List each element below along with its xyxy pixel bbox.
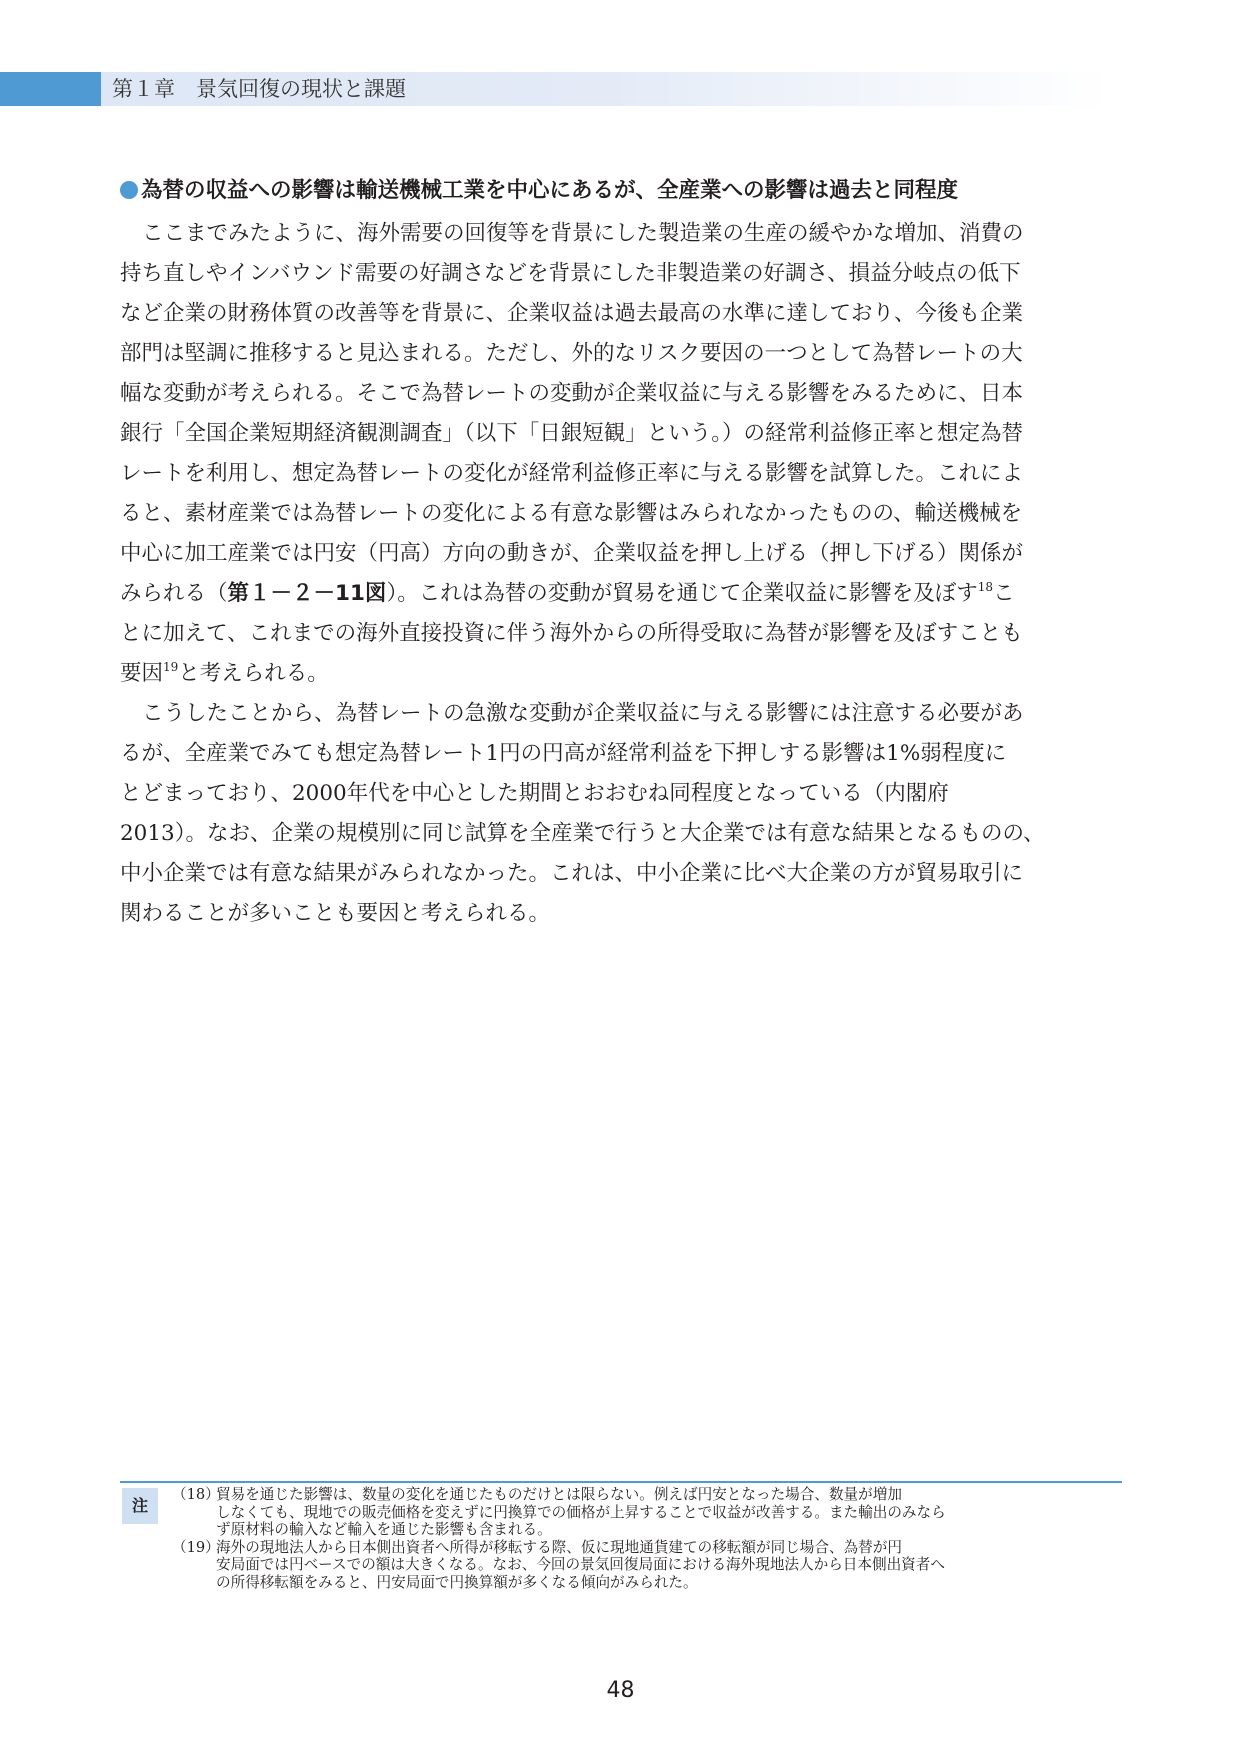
footnote-line: 安局面では円ベースでの額は大きくなる。なお、今回の景気回復局面における海外現地法人から日本側出資者へ [216, 1556, 945, 1573]
paragraph-1-line [120, 654, 1123, 694]
bullet-icon [120, 181, 138, 199]
paragraph-2-line: 中小企業では有意な結果がみられなかった。これは、中小企業に比べ大企業の方が貿易取引に [120, 861, 1024, 886]
paragraph-2-line: 2013）。なお、企業の規模別に同じ試算を全産業で行うと大企業では有意な結果となるものの、 [120, 821, 1045, 846]
page-number: 48 [606, 1678, 635, 1703]
footnote-ref-19[interactable]: 19 [163, 660, 179, 674]
paragraph-1-line: レートを利用し、想定為替レートの変化が経常利益修正率に与える影響を試算した。これによ [120, 461, 1024, 486]
figure-reference-link[interactable]: 第１－２－11図 [227, 581, 387, 606]
footnote-ref-18[interactable]: 18 [977, 580, 993, 594]
paragraph-2-line: るが、全産業でみても想定為替レート1円の円高が経常利益を下押しする影響は1%弱程度に [120, 741, 1007, 766]
text-run: こ [992, 581, 1015, 606]
paragraph-1-line: 持ち直しやインバウンド需要の好調さなどを背景にした非製造業の好調さ、損益分岐点の低下 [120, 261, 1021, 286]
footnote-line: 貿易を通じた影響は、数量の変化を通じたものだけとは限らない。例えば円安となった場合、数量が増加 [216, 1486, 902, 1503]
footnote-18 [172, 1486, 1122, 1539]
footnote-number: （18） [172, 1486, 220, 1503]
paragraph-1-line: ると、素材産業では為替レートの変化による有意な影響はみられなかったものの、輸送機械を [120, 501, 1023, 526]
section-heading [120, 174, 958, 208]
paragraph-2-line: こうしたことから、為替レートの急激な変動が企業収益に与える影響には注意する必要があ [142, 701, 1024, 726]
paragraph-2-line: とどまっており、2000年代を中心とした期間とおおむね同程度となっている（内閣府 [120, 781, 949, 806]
footnote-line: 海外の現地法人から日本側出資者へ所得が移転する際、仮に現地通貨建ての移転額が同じ場合、為替が円 [216, 1538, 902, 1556]
paragraph-1-line: ここまでみたように、海外需要の回復等を背景にした製造業の生産の緩やかな増加、消費の [142, 221, 1024, 246]
text-run: 要因 [120, 661, 164, 686]
paragraph-1-line: とに加えて、これまでの海外直接投資に伴う海外からの所得受取に為替が影響を及ぼすことも [120, 621, 1023, 646]
text-run: ）。これは為替の変動が貿易を通じて企業収益に影響を及ぼす [386, 581, 978, 606]
text-run: と考えられる。 [178, 661, 329, 686]
paragraph-2-line: 関わることが多いことも要因と考えられる。 [120, 901, 551, 926]
paragraph-1-line: など企業の財務体質の改善等を背景に、企業収益は過去最高の水準に達しており、今後も企業 [120, 301, 1024, 326]
notes-divider [120, 1481, 1122, 1483]
footnote-line: ず原材料の輸入など輸入を通じた影響も含まれる。 [216, 1521, 552, 1538]
paragraph-1-line [120, 574, 1123, 614]
paragraph-1-line: 部門は堅調に推移すると見込まれる。ただし、外的なリスク要因の一つとして為替レートの大 [120, 341, 1023, 366]
paragraph-1-line: 銀行「全国企業短期経済観測調査」（以下「日銀短観」という。）の経常利益修正率と想定為替 [120, 421, 1024, 446]
chapter-header-tab [0, 72, 101, 106]
footnote-line: しなくても、現地での販売価格を変えずに円換算での価格が上昇することで収益が改善する。また輸出のみなら [216, 1503, 946, 1521]
body-text [120, 214, 1123, 934]
footnote-number: （19） [172, 1538, 220, 1556]
footnote-line: の所得移転額をみると、円安局面で円換算額が多くなる傾向がみられた。 [216, 1573, 698, 1591]
chapter-title: 第１章 景気回復の現状と課題 [112, 77, 406, 101]
notes-label-badge: 注 [122, 1488, 158, 1524]
paragraph-1-line: 中心に加工産業では円安（円高）方向の動きが、企業収益を押し上げる（押し下げる）関係が [120, 541, 1024, 566]
footnote-19 [172, 1539, 1122, 1592]
footnotes [172, 1486, 1122, 1591]
section-heading-text: 為替の収益への影響は輸送機械工業を中心にあるが、全産業への影響は過去と同程度 [141, 178, 959, 203]
paragraph-1-line: 幅な変動が考えられる。そこで為替レートの変動が企業収益に与える影響をみるために、日本 [120, 381, 1024, 406]
text-run: みられる（ [120, 581, 228, 606]
